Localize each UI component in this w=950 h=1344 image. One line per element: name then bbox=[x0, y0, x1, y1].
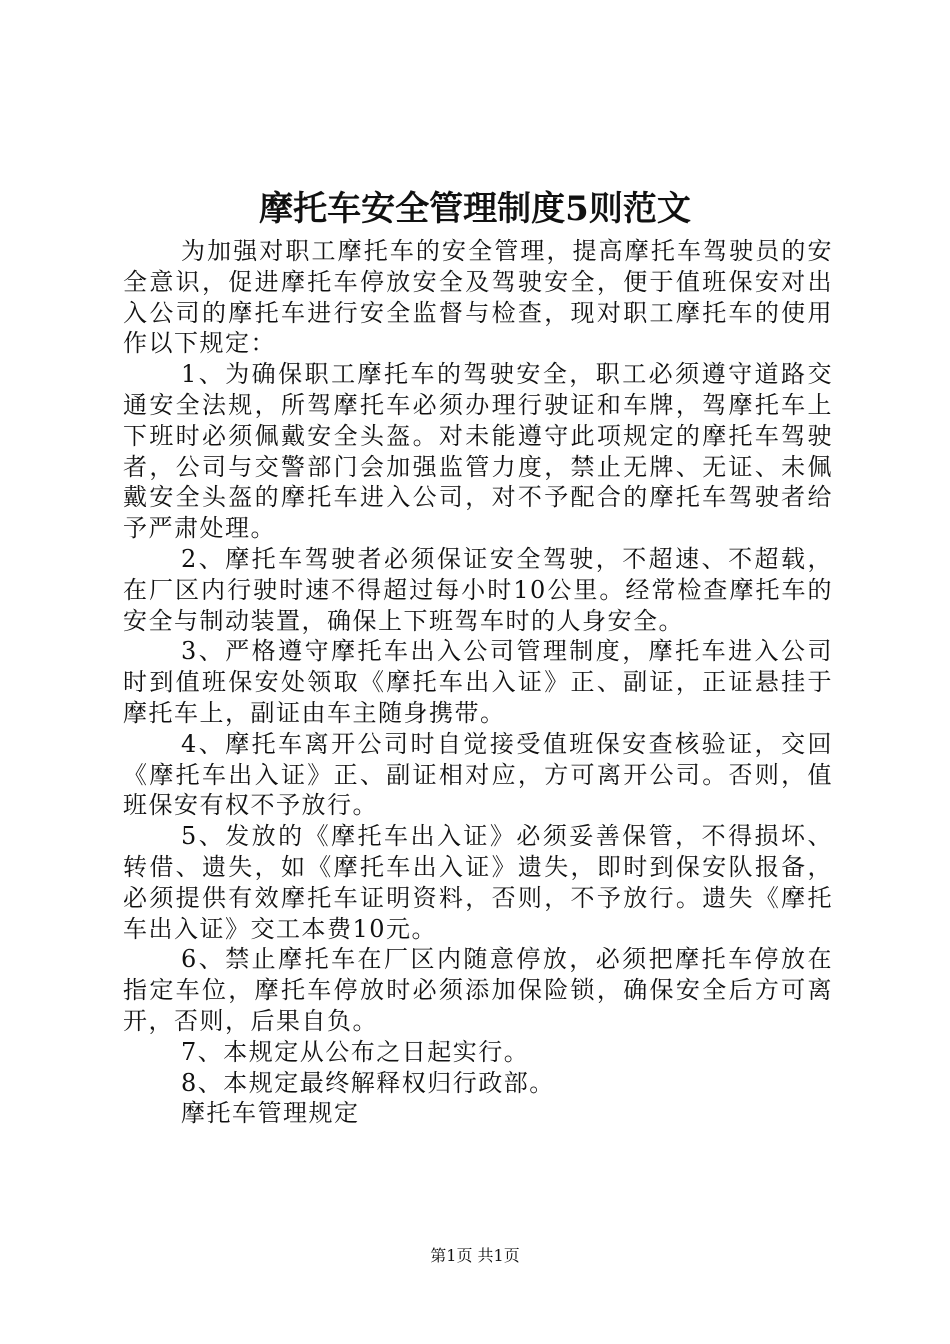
rule-3-paragraph: 3、严格遵守摩托车出入公司管理制度，摩托车进入公司时到值班保安处领取《摩托车出入证》正、副证，正证悬挂于摩托车上，副证由车主随身携带。 bbox=[123, 637, 833, 727]
page-footer: 第1页 共1页 bbox=[430, 1246, 520, 1265]
rule-2-paragraph: 2、摩托车驾驶者必须保证安全驾驶，不超速、不超载，在厂区内行驶时速不得超过每小时10公里。经常检查摩托车的安全与制动装置，确保上下班驾车时的人身安全。 bbox=[123, 544, 833, 635]
document-body bbox=[123, 236, 833, 1129]
rule-8-paragraph: 8、本规定最终解释权归行政部。 bbox=[181, 1068, 555, 1097]
rule-5-paragraph: 5、发放的《摩托车出入证》必须妥善保管，不得损坏、转借、遗失，如《摩托车出入证》遗失，即时到保安队报备，必须提供有效摩托车证明资料，否则，不予放行。遗失《摩托车出入证》交工本费10元。 bbox=[123, 822, 833, 943]
rule-4-paragraph: 4、摩托车离开公司时自觉接受值班保安查核验证，交回《摩托车出入证》正、副证相对应，方可离开公司。否则，值班保安有权不予放行。 bbox=[123, 729, 833, 820]
rule-7-paragraph: 7、本规定从公布之日起实行。 bbox=[181, 1037, 530, 1066]
document-title: 摩托车安全管理制度5则范文 bbox=[259, 189, 691, 229]
closing-heading: 摩托车管理规定 bbox=[181, 1099, 360, 1128]
rule-1-paragraph: 1、为确保职工摩托车的驾驶安全，职工必须遵守道路交通安全法规，所驾摩托车必须办理行驶证和车牌，驾摩托车上下班时必须佩戴安全头盔。对未能遵守此项规定的摩托车驾驶者，公司与交警部门会加强监管力度，禁止无牌、无证、未佩戴安全头盔的摩托车进入公司，对不予配合的摩托车驾驶者给予严肃处理。 bbox=[123, 360, 833, 543]
intro-paragraph: 为加强对职工摩托车的安全管理，提高摩托车驾驶员的安全意识，促进摩托车停放安全及驾驶安全，便于值班保安对出入公司的摩托车进行安全监督与检查，现对职工摩托车的使用作以下规定： bbox=[123, 237, 833, 358]
rule-6-paragraph: 6、禁止摩托车在厂区内随意停放，必须把摩托车停放在指定车位，摩托车停放时必须添加保险锁，确保安全后方可离开，否则，后果自负。 bbox=[123, 945, 833, 1035]
